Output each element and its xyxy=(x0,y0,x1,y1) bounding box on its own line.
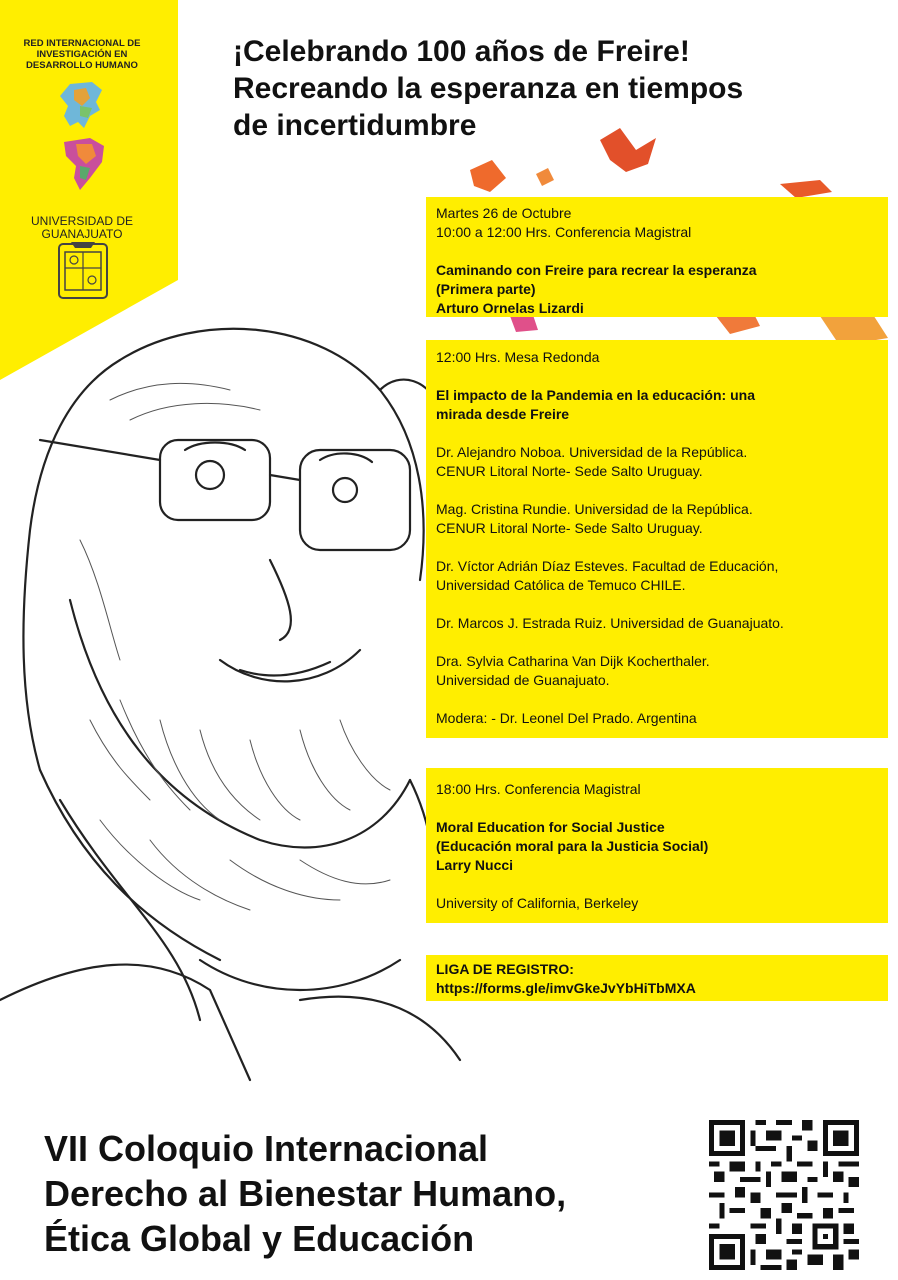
org-name: RED INTERNACIONAL DE INVESTIGACIÓN EN DESARROLLO HUMANO xyxy=(23,38,141,71)
session-3-time: 18:00 Hrs. Conferencia Magistral xyxy=(436,781,641,797)
panelist-2-line-2: CENUR Litoral Norte- Sede Salto Uruguay. xyxy=(436,520,703,536)
session-3-speaker: Larry Nucci xyxy=(436,857,514,873)
americas-map-logo xyxy=(50,82,120,192)
event-title-line-1: VII Coloquio Internacional xyxy=(44,1128,489,1169)
panelist-4-line-1: Dr. Marcos J. Estrada Ruiz. Universidad de Guanajuato. xyxy=(436,615,784,631)
registration-label: LIGA DE REGISTRO: xyxy=(436,961,574,977)
registration-box xyxy=(426,955,888,1001)
registration-link[interactable]: https://forms.gle/imvGkeJvYbHiTbMXA xyxy=(436,980,696,996)
session-2-title-line-2: mirada desde Freire xyxy=(436,406,570,422)
event-title-line-2: Derecho al Bienestar Humano, xyxy=(44,1173,567,1214)
panelist-2-line-1: Mag. Cristina Rundie. Universidad de la República. xyxy=(436,501,753,517)
session-3-title-line-2: (Educación moral para la Justicia Social) xyxy=(436,838,709,854)
university-seal-logo xyxy=(57,240,109,300)
event-title-line-3: Ética Global y Educación xyxy=(44,1218,475,1259)
session-3-affiliation: University of California, Berkeley xyxy=(436,895,639,911)
session-1-date: Martes 26 de Octubre xyxy=(436,205,572,221)
session-1-title-line-2: (Primera parte) xyxy=(436,281,536,297)
session-2-title-line-1: El impacto de la Pandemia en la educación: una xyxy=(436,387,755,403)
panelist-3-line-1: Dr. Víctor Adrián Díaz Esteves. Facultad de Educación, xyxy=(436,558,779,574)
session-3-title-line-1: Moral Education for Social Justice xyxy=(436,819,665,835)
panelist-5-line-2: Universidad de Guanajuato. xyxy=(436,672,610,688)
session-3-box xyxy=(426,768,888,923)
university-name: UNIVERSIDAD DE GUANAJUATO xyxy=(30,214,134,241)
session-2-box xyxy=(426,340,888,738)
moderator: Modera: - Dr. Leonel Del Prado. Argentina xyxy=(436,710,697,726)
session-1-speaker: Arturo Ornelas Lizardi xyxy=(436,300,584,316)
session-1-title-line-1: Caminando con Freire para recrear la esperanza xyxy=(436,262,757,278)
session-2-time: 12:00 Hrs. Mesa Redonda xyxy=(436,349,600,365)
panelist-3-line-2: Universidad Católica de Temuco CHILE. xyxy=(436,577,686,593)
headline-line-1: ¡Celebrando 100 años de Freire! xyxy=(233,35,690,68)
paulo-freire-portrait-sketch xyxy=(0,300,470,1100)
session-1-box xyxy=(426,197,888,317)
panelist-5-line-1: Dra. Sylvia Catharina Van Dijk Kocherthaler. xyxy=(436,653,710,669)
registration-qr-code[interactable] xyxy=(709,1120,859,1270)
panelist-1-line-2: CENUR Litoral Norte- Sede Salto Uruguay. xyxy=(436,463,703,479)
headline-line-3: de incertidumbre xyxy=(233,109,477,142)
event-title xyxy=(44,1126,684,1261)
headline-line-2: Recreando la esperanza en tiempos xyxy=(233,72,744,105)
session-1-time: 10:00 a 12:00 Hrs. Conferencia Magistral xyxy=(436,224,692,240)
panelist-1-line-1: Dr. Alejandro Noboa. Universidad de la República. xyxy=(436,444,748,460)
